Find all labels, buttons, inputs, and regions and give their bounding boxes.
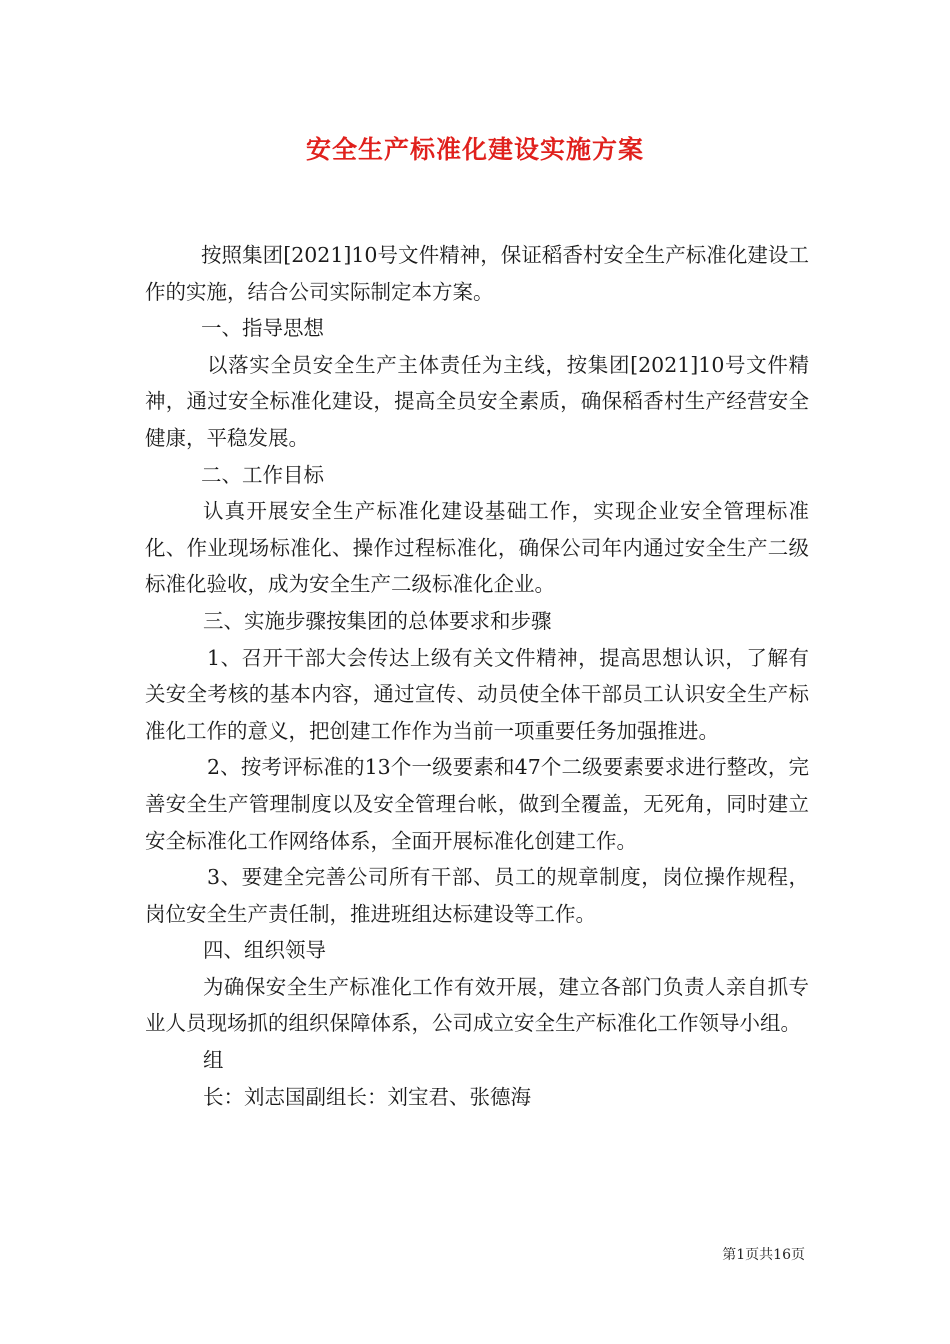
- step-1-paragraph: 1、召开干部大会传达上级有关文件精神，提高思想认识，了解有关安全考核的基本内容，通过宣传、动员使全体干部员工认识安全生产标准化工作的意义，把创建工作作为当前一项重要任务加强推进。: [145, 645, 809, 743]
- guiding-principle-paragraph: 以落实全员安全生产主体责任为主线，按集团[2021]10号文件精神，通过安全标准化建设，提高全员安全素质，确保稻香村生产经营安全健康，平稳发展。: [145, 352, 809, 450]
- section-heading-work-goals: 二、工作目标: [201, 462, 324, 487]
- step-2-paragraph: 2、按考评标准的13个一级要素和47个二级要素要求进行整改，完善安全生产管理制度以及安全管理台帐，做到全覆盖，无死角，同时建立安全标准化工作网络体系，全面开展标准化创建工作。: [145, 755, 809, 853]
- organization-paragraph: 为确保安全生产标准化工作有效开展，建立各部门负责人亲自抓专业人员现场抓的组织保障体系，公司成立安全生产标准化工作领导小组。: [145, 974, 809, 1036]
- team-leader-label: 组: [203, 1048, 224, 1073]
- document-body: [145, 237, 809, 1115]
- intro-paragraph: 按照集团[2021]10号文件精神，保证稻香村安全生产标准化建设工作的实施，结合公司实际制定本方案。: [145, 243, 809, 304]
- document-title: 安全生产标准化建设实施方案: [305, 135, 644, 164]
- step-3-paragraph: 3、要建全完善公司所有干部、员工的规章制度，岗位操作规程，岗位安全生产责任制，推进班组达标建设等工作。: [145, 865, 809, 926]
- section-heading-guiding-principle: 一、指导思想: [201, 316, 324, 341]
- section-heading-organization: 四、组织领导: [203, 938, 326, 963]
- section-heading-implementation-steps: 三、实施步骤按集团的总体要求和步骤: [203, 608, 552, 633]
- team-members-line: 长：刘志国副组长：刘宝君、张德海: [203, 1084, 531, 1109]
- page-number: 第1页共16页: [722, 1247, 805, 1263]
- work-goals-paragraph: 认真开展安全生产标准化建设基础工作，实现企业安全管理标准化、作业现场标准化、操作过程标准化，确保公司年内通过安全生产二级标准化验收，成为安全生产二级标准化企业。: [145, 499, 809, 597]
